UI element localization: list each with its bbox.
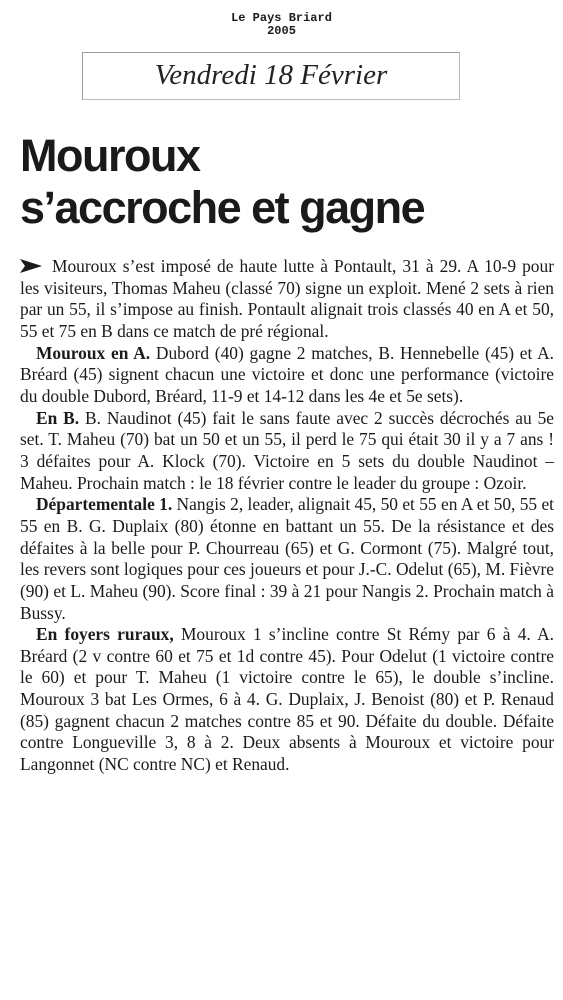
article-paragraph-en-b — [20, 408, 554, 495]
headline — [20, 130, 550, 234]
headline-line-1: Mouroux — [20, 130, 200, 181]
publication-name: Le Pays Briard — [231, 11, 332, 25]
paragraph-lead: Mouroux en A. — [36, 342, 151, 363]
paragraph-text: Dubord (40) gagne 2 matches, B. Hennebelle (45) et A. Bréard (45) signent chacun une victoire et donc une performance (victoire du double Dubord, Bréard, 11-9 et 14-12 dans les 4e et 5e sets). — [20, 342, 555, 406]
paragraph-lead: En foyers ruraux, — [36, 624, 174, 645]
dateline-box — [82, 52, 460, 100]
paragraph-text: Mouroux 1 s’incline contre St Rémy par 6 à 4. A. Bréard (2 v contre 60 et 75 et 1d contre 45). Pour Odelut (1 victoire contre le 60) et pour T. Maheu (1 victoire contre le 65), le double s’incline. Mouroux 3 bat Les Ormes, 6 à 4. G. Duplaix, J. Benoist (80) et P. Renaud (85) gagnent chacun 2 matches contre 85 et 90. Défaite du double. Défaite contre Longueville 3, 8 à 2. Deux absents à Mouroux et victoire pour Langonnet (NC contre NC) et Renaud. — [20, 624, 554, 775]
arrow-bullet-icon — [20, 256, 42, 278]
publication-header — [0, 12, 563, 38]
article-paragraph-intro — [20, 256, 554, 343]
publication-year: 2005 — [267, 24, 296, 38]
paragraph-lead: Départementale 1. — [36, 494, 173, 515]
article-body — [20, 256, 554, 776]
article-paragraph-departementale — [20, 494, 554, 624]
article-paragraph-mouroux-a — [20, 343, 554, 408]
paragraph-lead: En B. — [36, 407, 80, 428]
dateline-text: Vendredi 18 Février — [154, 59, 388, 91]
paragraph-text: Nangis 2, leader, alignait 45, 50 et 55 en A et 50, 55 et 55 en B. G. Duplaix (80) étonne en battant un 55. De la résistance et des défaites à la belle pour P. Chourreau (65) et G. Cormont (75). Malgré tout, les revers sont logiques pour ces joueurs et pour J.-C. Odelut (65), M. Fièvre (90) et L. Maheu (90). Score final : 39 à 21 pour Nangis 2. Prochain match à Bussy. — [20, 494, 554, 623]
paragraph-text: B. Naudinot (45) fait le sans faute avec 2 succès décrochés au 5e set. T. Maheu (70) bat un 50 et un 55, il perd le 75 qui était 30 il y a 7 ans ! 3 défaites pour A. Klock (70). Victoire en 5 sets du double Naudinot – Maheu. Prochain match : le 18 février contre le leader du groupe : Ozoir. — [20, 407, 554, 493]
headline-line-2: s’accroche et gagne — [20, 182, 425, 233]
intro-text: Mouroux s’est imposé de haute lutte à Pontault, 31 à 29. A 10-9 pour les visiteurs, Thomas Maheu (classé 70) signe un exploit. Mené 2 sets à rien par un 55, il s’impose au finish. Pontault alignait trois classés 40 en A et 50, 55 et 75 en B dans ce match de pré régional. — [20, 256, 554, 341]
article-paragraph-foyers-ruraux — [20, 624, 554, 776]
